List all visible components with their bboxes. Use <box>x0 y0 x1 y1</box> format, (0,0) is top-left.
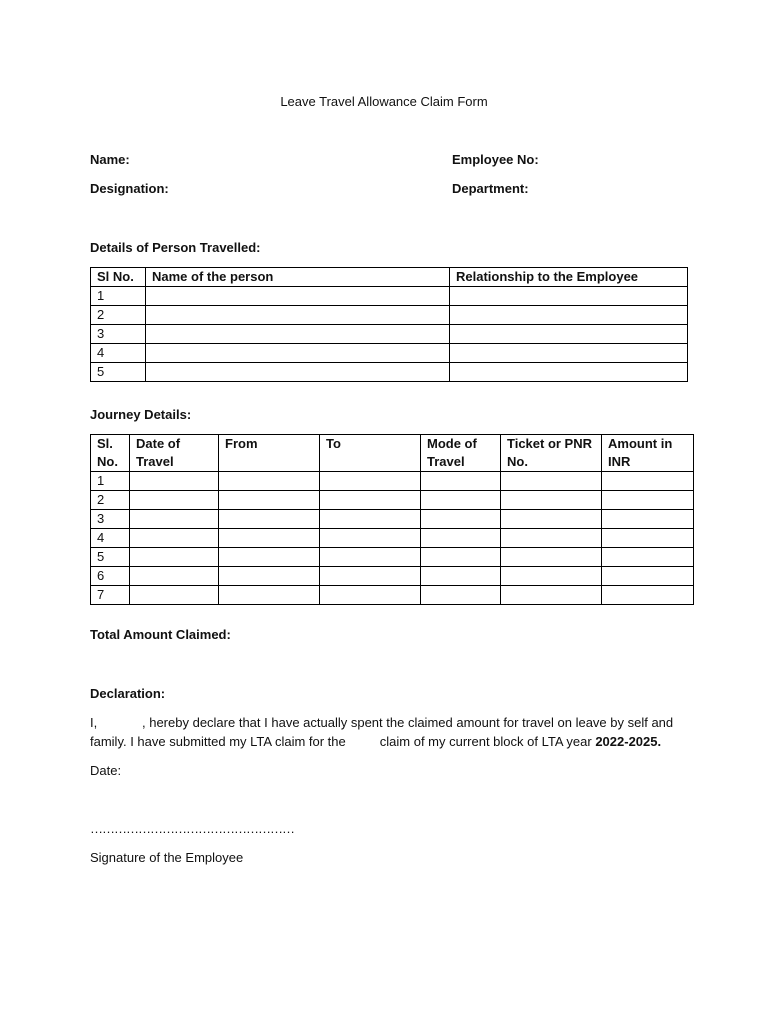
column-header: Mode of Travel <box>421 435 501 472</box>
empty-cell <box>421 586 501 605</box>
serial-number-cell: 5 <box>91 548 130 567</box>
declaration-text: claim of my current block of LTA year <box>379 734 592 749</box>
empty-cell <box>219 529 320 548</box>
table-row <box>91 325 688 344</box>
table-row <box>91 472 694 491</box>
serial-number-cell: 3 <box>91 325 146 344</box>
persons-heading: Details of Person Travelled: <box>90 240 261 255</box>
empty-cell <box>219 586 320 605</box>
department-label: Department: <box>452 181 529 196</box>
serial-number-cell: 3 <box>91 510 130 529</box>
empty-cell <box>146 287 450 306</box>
empty-cell <box>146 325 450 344</box>
empty-cell <box>130 529 219 548</box>
column-header: Name of the person <box>146 268 450 287</box>
declaration-text: family. I have submitted my LTA claim for the <box>90 734 346 749</box>
empty-cell <box>450 325 688 344</box>
serial-number-cell: 4 <box>91 344 146 363</box>
empty-cell <box>219 510 320 529</box>
column-header: Date of Travel <box>130 435 219 472</box>
empty-cell <box>450 287 688 306</box>
empty-cell <box>146 344 450 363</box>
empty-cell <box>130 586 219 605</box>
empty-cell <box>450 363 688 382</box>
serial-number-cell: 4 <box>91 529 130 548</box>
journey-header-row <box>91 435 694 472</box>
empty-cell <box>219 472 320 491</box>
table-row <box>91 586 694 605</box>
serial-number-cell: 1 <box>91 287 146 306</box>
serial-number-cell: 2 <box>91 306 146 325</box>
declaration-heading: Declaration: <box>90 686 166 701</box>
declaration-line-1 <box>90 714 674 732</box>
column-header: Sl. No. <box>91 435 130 472</box>
empty-cell <box>130 491 219 510</box>
empty-cell <box>602 491 694 510</box>
empty-cell <box>146 363 450 382</box>
empty-cell <box>602 586 694 605</box>
empty-cell <box>501 548 602 567</box>
empty-cell <box>130 567 219 586</box>
empty-cell <box>320 491 421 510</box>
serial-number-cell: 2 <box>91 491 130 510</box>
declaration-text: , hereby declare that I have actually spent the claimed amount for travel on leave by self and <box>142 715 674 730</box>
empty-cell <box>130 472 219 491</box>
column-header: Amount in INR <box>602 435 694 472</box>
table-row <box>91 510 694 529</box>
empty-cell <box>320 529 421 548</box>
empty-cell <box>320 548 421 567</box>
designation-label: Designation: <box>90 181 169 196</box>
column-header: Sl No. <box>91 268 146 287</box>
signature-label: Signature of the Employee <box>90 850 244 865</box>
serial-number-cell: 6 <box>91 567 130 586</box>
empty-cell <box>501 510 602 529</box>
column-header: Ticket or PNR No. <box>501 435 602 472</box>
empty-cell <box>450 306 688 325</box>
table-row <box>91 287 688 306</box>
empty-cell <box>130 548 219 567</box>
empty-cell <box>320 510 421 529</box>
empty-cell <box>421 567 501 586</box>
declaration-text: I, <box>90 715 98 730</box>
date-label: Date: <box>90 763 122 778</box>
column-header: Relationship to the Employee <box>450 268 688 287</box>
table-row <box>91 548 694 567</box>
table-row <box>91 344 688 363</box>
empty-cell <box>320 586 421 605</box>
table-row <box>91 529 694 548</box>
column-header: From <box>219 435 320 472</box>
empty-cell <box>130 510 219 529</box>
serial-number-cell: 7 <box>91 586 130 605</box>
lta-block-year: 2022-2025. <box>595 734 662 749</box>
empty-cell <box>320 472 421 491</box>
empty-cell <box>421 548 501 567</box>
persons-table <box>90 267 688 382</box>
empty-cell <box>450 344 688 363</box>
journey-heading: Journey Details: <box>90 407 192 422</box>
empty-cell <box>421 472 501 491</box>
empty-cell <box>219 548 320 567</box>
empty-cell <box>602 529 694 548</box>
empty-cell <box>320 567 421 586</box>
empty-cell <box>501 491 602 510</box>
name-label: Name: <box>90 152 130 167</box>
column-header: To <box>320 435 421 472</box>
persons-header-row <box>91 268 688 287</box>
declaration-line-2 <box>90 733 661 751</box>
form-title: Leave Travel Allowance Claim Form <box>280 94 488 109</box>
empty-cell <box>421 491 501 510</box>
table-row <box>91 306 688 325</box>
empty-cell <box>421 529 501 548</box>
table-row <box>91 491 694 510</box>
empty-cell <box>146 306 450 325</box>
empty-cell <box>219 567 320 586</box>
table-row <box>91 363 688 382</box>
serial-number-cell: 5 <box>91 363 146 382</box>
empty-cell <box>602 548 694 567</box>
journey-table <box>90 434 694 605</box>
total-amount-label: Total Amount Claimed: <box>90 627 231 642</box>
empty-cell <box>602 510 694 529</box>
empty-cell <box>602 472 694 491</box>
empty-cell <box>501 472 602 491</box>
empty-cell <box>501 586 602 605</box>
empty-cell <box>421 510 501 529</box>
table-row <box>91 567 694 586</box>
empty-cell <box>501 529 602 548</box>
empty-cell <box>501 567 602 586</box>
employee-no-label: Employee No: <box>452 152 539 167</box>
empty-cell <box>219 491 320 510</box>
empty-cell <box>602 567 694 586</box>
signature-line: …………………………………………… <box>90 821 294 836</box>
serial-number-cell: 1 <box>91 472 130 491</box>
